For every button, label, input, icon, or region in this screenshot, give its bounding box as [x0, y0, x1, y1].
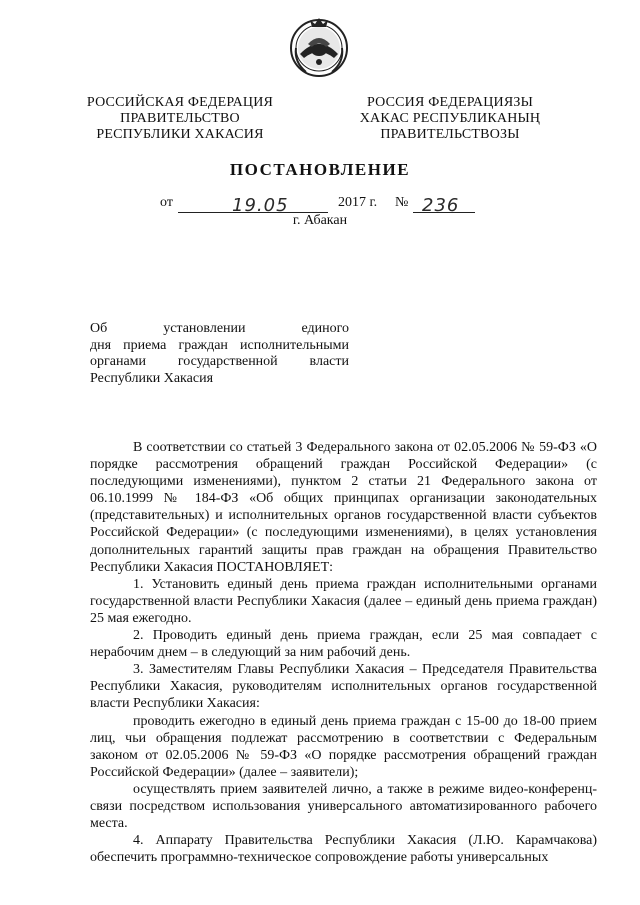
- header-right-block: [340, 95, 560, 143]
- header-right-line: ПРАВИТЕЛЬСТВОЗЫ: [380, 127, 520, 142]
- subject-line: Об установлении единого: [90, 321, 349, 336]
- resolution-body: [90, 439, 597, 866]
- item-4-paragraph: 4. Аппарату Правительства Республики Хакасия (Л.Ю. Карамчакова) обеспечить программно-техническое сопровождение работы универсальных: [90, 833, 597, 866]
- subject-line: дня приема граждан исполнительными: [90, 337, 349, 353]
- subject-line: Республики Хакасия: [90, 370, 214, 386]
- document-title: ПОСТАНОВЛЕНИЕ: [229, 160, 411, 179]
- subject-block: [90, 321, 349, 387]
- header-right-line: ХАКАС РЕСПУБЛИКАНЫҢ: [359, 111, 541, 126]
- header-right-line: РОССИЯ ФЕДЕРАЦИЯЗЫ: [366, 95, 534, 110]
- city-label: г. Абакан: [292, 213, 348, 228]
- header-left-line: ПРАВИТЕЛЬСТВО: [120, 111, 240, 126]
- item-3a-paragraph: проводить ежегодно в единый день приема граждан с 15-00 до 18-00 прием лиц, чьи обращения подлежат рассмотрению в соответствии с Федеральным законом от 02.05.2006 № 59-ФЗ «О порядке рассмотрения обращений граждан Российской Федерации» (далее – заявители);: [90, 713, 597, 780]
- subject-line: органами государственной власти: [90, 354, 349, 369]
- year-label: 2017 г.: [338, 195, 378, 210]
- header-left-block: [70, 95, 290, 143]
- handwritten-number: 236: [422, 195, 460, 216]
- handwritten-date: 19.05: [232, 195, 289, 216]
- date-prefix: от: [160, 195, 173, 210]
- coat-of-arms-khakassia-icon: [286, 14, 352, 80]
- header-left-line: РОССИЙСКАЯ ФЕДЕРАЦИЯ: [86, 95, 274, 110]
- item-1-paragraph: 1. Установить единый день приема граждан исполнительными органами государственной власти Республики Хакасия (далее – единый день приема граждан) 25 мая ежегодно.: [90, 576, 597, 626]
- preamble-paragraph: В соответствии со статьей 3 Федерального закона от 02.05.2006 № 59-ФЗ «О порядке рассмотрения обращений граждан Российской Федерации» (с последующими изменениями), пунктом 2 статьи 21 Федерального закона от 06.10.1999 № 184-ФЗ «Об общих принципах организации законодательных (представительных) и исполнительных органов государственной власти субъектов Российской Федерации» (с последующими изменениями), в целях установления дополнительных гарантий защиты прав граждан на обращения Правительство Республики Хакасия ПОСТАНОВЛЯЕТ:: [90, 440, 597, 575]
- number-sign: №: [395, 195, 409, 210]
- item-3-paragraph: 3. Заместителям Главы Республики Хакасия – Председателя Правительства Республики Хакасия, руководителям исполнительных органов государственной власти Республики Хакасия:: [90, 662, 597, 712]
- item-2-paragraph: 2. Проводить единый день приема граждан, если 25 мая совпадает с нерабочим днем – в следующий за ним рабочий день.: [90, 628, 597, 661]
- item-3b-paragraph: осуществлять прием заявителей лично, а также в режиме видео-конференц-связи посредством использования универсального автоматизированного рабочего места.: [90, 781, 597, 832]
- header-left-line: РЕСПУБЛИКИ ХАКАСИЯ: [96, 127, 264, 142]
